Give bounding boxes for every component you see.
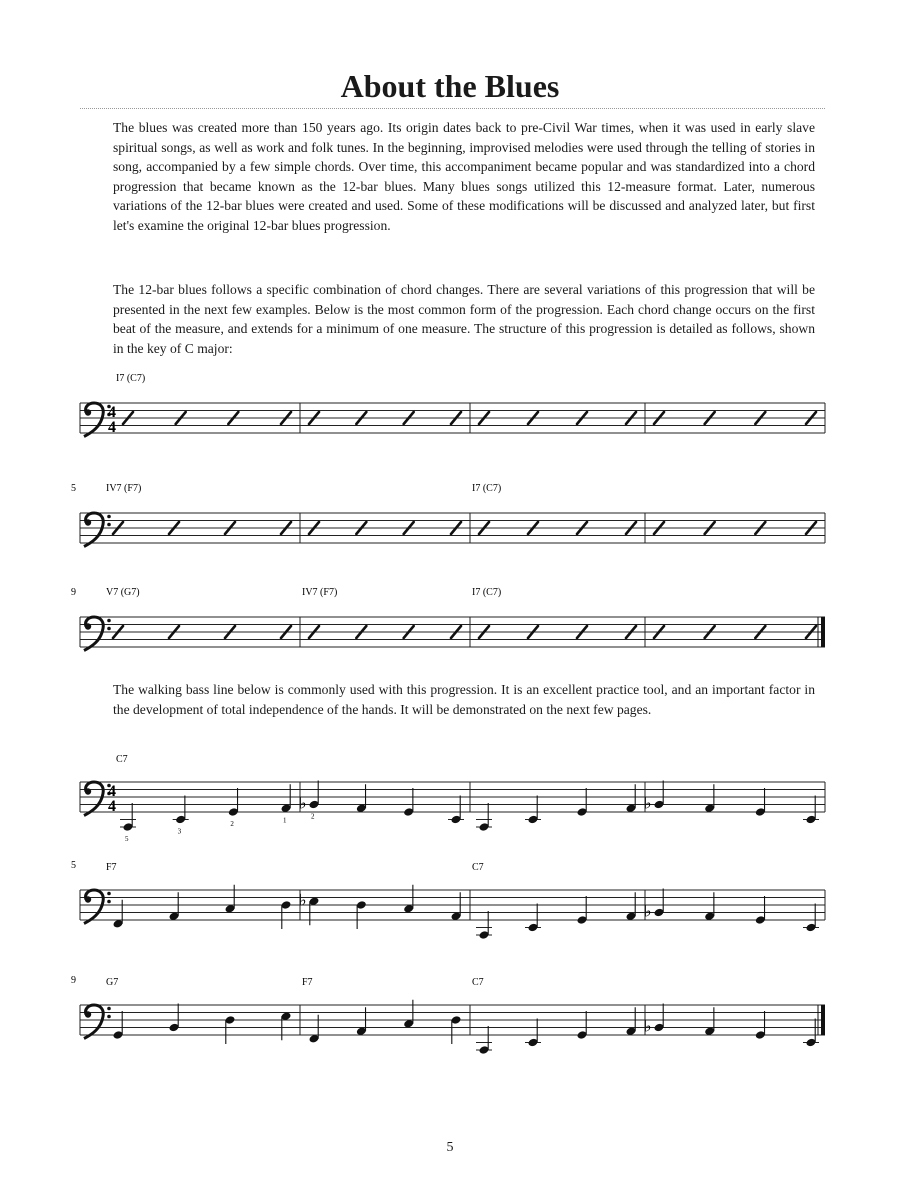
clef-dot-lower — [107, 900, 111, 904]
page-number: 5 — [446, 1140, 454, 1155]
flat-accidental: ♭ — [644, 903, 652, 921]
flat-accidental: ♭ — [644, 795, 652, 813]
chord-symbol: G7 — [106, 977, 119, 988]
clef-dot-upper — [107, 1007, 111, 1011]
clef-dot-upper — [107, 892, 111, 896]
time-signature-bottom: 4 — [108, 419, 116, 436]
clef-curve — [84, 782, 103, 816]
time-signature-bottom: 4 — [108, 798, 116, 815]
flat-accidental: ♭ — [299, 795, 307, 813]
clef-head — [85, 788, 91, 794]
bass-clef-icon — [84, 782, 111, 816]
progression-paragraph: The 12-bar blues follows a specific combination of chord changes. There are several variations of this progression that will be presented in the next few examples. Below is the most common form of the progression. Each chord change occurs on the first beat of the measure, and extends for a minimum of one measure. The structure of this progression is detailed as follows, shown in the key of C major: — [113, 282, 815, 356]
intro-paragraph: The blues was created more than 150 years ago. Its origin dates back to pre-Civil War times, when it was used in early slave spiritual songs, as well as work and folk tunes. In the beginning, improvised melodies were used through the telling of stories in song, accompanied by a few simple chords. Over time, this accompaniment became popular and was standardized into a chord progression that became known as the 12-bar blues. Many blues songs utilized this 12-measure format. Later, numerous variations of the 12-bar blues were created and used. Some of these modifications will be discussed and analyzed later, but first let's examine the original 12-bar blues progression. — [113, 120, 815, 233]
page-title: About the Blues — [340, 68, 560, 104]
chord-symbol: I7 (C7) — [472, 587, 502, 598]
time-signature-top: 4 — [108, 404, 116, 421]
flat-accidental: ♭ — [299, 892, 307, 910]
clef-curve — [84, 890, 103, 924]
chord-symbol: I7 (C7) — [472, 483, 502, 494]
chord-symbol: F7 — [106, 862, 117, 873]
bass-clef-icon — [84, 890, 111, 924]
progression-measure-number: 9 — [71, 587, 76, 598]
chord-symbol: IV7 (F7) — [106, 483, 142, 494]
fingering-number: 2 — [311, 812, 315, 821]
chord-symbol: IV7 (F7) — [302, 587, 338, 598]
fingering-number: 1 — [283, 816, 287, 825]
flat-accidental: ♭ — [644, 1018, 652, 1036]
walking-bass-measure-number: 5 — [71, 860, 76, 871]
chord-symbol: I7 (C7) — [116, 373, 146, 384]
clef-curve — [84, 1005, 103, 1039]
chord-symbol: C7 — [472, 977, 484, 988]
chord-symbol: V7 (G7) — [106, 587, 140, 598]
chord-symbol: F7 — [302, 977, 313, 988]
bass-clef-icon — [84, 1005, 111, 1039]
time-signature-top: 4 — [108, 783, 116, 800]
fingering-number: 2 — [230, 820, 234, 828]
fingering-number: 3 — [177, 827, 182, 836]
walking-bass-paragraph: The walking bass line below is commonly used with this progression. It is an excellent practice tool, and an important factor in the development of total independence of the hands. It will be demonstrated on the next few pages. — [113, 682, 815, 717]
chord-symbol: C7 — [472, 862, 484, 873]
clef-head — [85, 896, 91, 902]
progression-measure-number: 5 — [71, 483, 76, 494]
clef-head — [85, 1011, 91, 1017]
chord-symbol: C7 — [116, 754, 128, 765]
fingering-number: 5 — [125, 835, 129, 843]
walking-bass-measure-number: 9 — [71, 975, 76, 986]
clef-dot-lower — [107, 1015, 111, 1019]
